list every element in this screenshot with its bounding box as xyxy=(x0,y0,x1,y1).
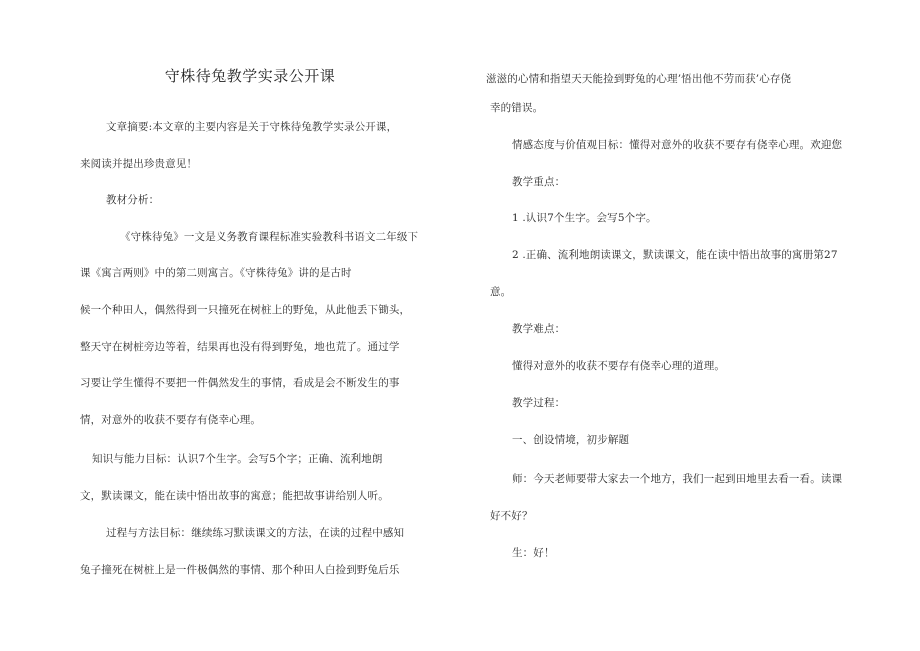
paragraph-line: 文章摘要:本文章的主要内容是关于守株待兔教学实录公开课， xyxy=(106,121,398,133)
paragraph-line: 习要让学生懂得不要把一件偶然发生的事情，看成是会不断发生的事 xyxy=(80,377,400,389)
section-heading: 教学重点： xyxy=(512,176,566,188)
paragraph-line: 兔子撞死在树桩上是一件极偶然的事情、那个种田人白捡到野兔后乐 xyxy=(80,564,400,576)
list-item: 1 .认识7个生字。会写5个字。 xyxy=(512,212,657,224)
paragraph-line: 整天守在树桩旁边等着，结果再也没有得到野兔，地也荒了。通过学 xyxy=(80,341,400,353)
paragraph-line: 懂得对意外的收获不要存有侥幸心理的道理。 xyxy=(512,360,725,372)
paragraph-line: 课《寓言两则》中的第二则寓言。《守株待兔》讲的是古时 xyxy=(80,267,352,279)
paragraph-line: 候一个种田人，偶然得到一只撞死在树桩上的野兔，从此他丢下锄头， xyxy=(80,304,411,316)
paragraph-line: 好不好？ xyxy=(490,510,533,522)
section-heading: 教材分析： xyxy=(106,194,160,206)
section-heading: 教学过程： xyxy=(512,397,566,409)
paragraph-line: 情感态度与价值观目标：懂得对意外的收获不要存有侥幸心理。欢迎您 xyxy=(512,139,843,151)
paragraph-line: 来阅读并提出珍贵意见！ xyxy=(80,158,198,170)
section-heading: 一、创设情境，初步解题 xyxy=(512,434,630,446)
paragraph-line: 情，对意外的收获不要存有侥幸心理。 xyxy=(80,414,262,426)
section-heading: 教学难点： xyxy=(512,323,566,335)
list-item: 2 .正确、流利地朗读课文，默读课文，能在读中悟出故事的寓册第27 xyxy=(512,249,838,261)
paragraph-line: 师：今天老师要带大家去一个地方，我们一起到田地里去看一看。读课 xyxy=(512,473,843,485)
paragraph-line: 意。 xyxy=(490,286,512,298)
paragraph-line: 《守株待兔》一文是义务教育课程标准实验教科书语文二年级下 xyxy=(120,231,419,243)
document-title: 守株待兔教学实录公开课 xyxy=(164,67,336,85)
paragraph-line: 幸的错误。 xyxy=(490,102,544,114)
paragraph-line: 生：好！ xyxy=(512,547,555,559)
paragraph-line: 滋滋的心情和指望天天能捡到野兔的心理’悟出他不劳而获’心存侥 xyxy=(486,73,792,85)
paragraph-line: 过程与方法目标：继续练习默读课文的方法，在读的过程中感知 xyxy=(106,527,405,539)
paragraph-line: 文，默读课文，能在读中悟出故事的寓意；能把故事讲给别人听。 xyxy=(80,490,389,502)
paragraph-line: 知识与能力目标：认识7个生字。会写5个字；正确、流利地朗 xyxy=(92,453,383,465)
